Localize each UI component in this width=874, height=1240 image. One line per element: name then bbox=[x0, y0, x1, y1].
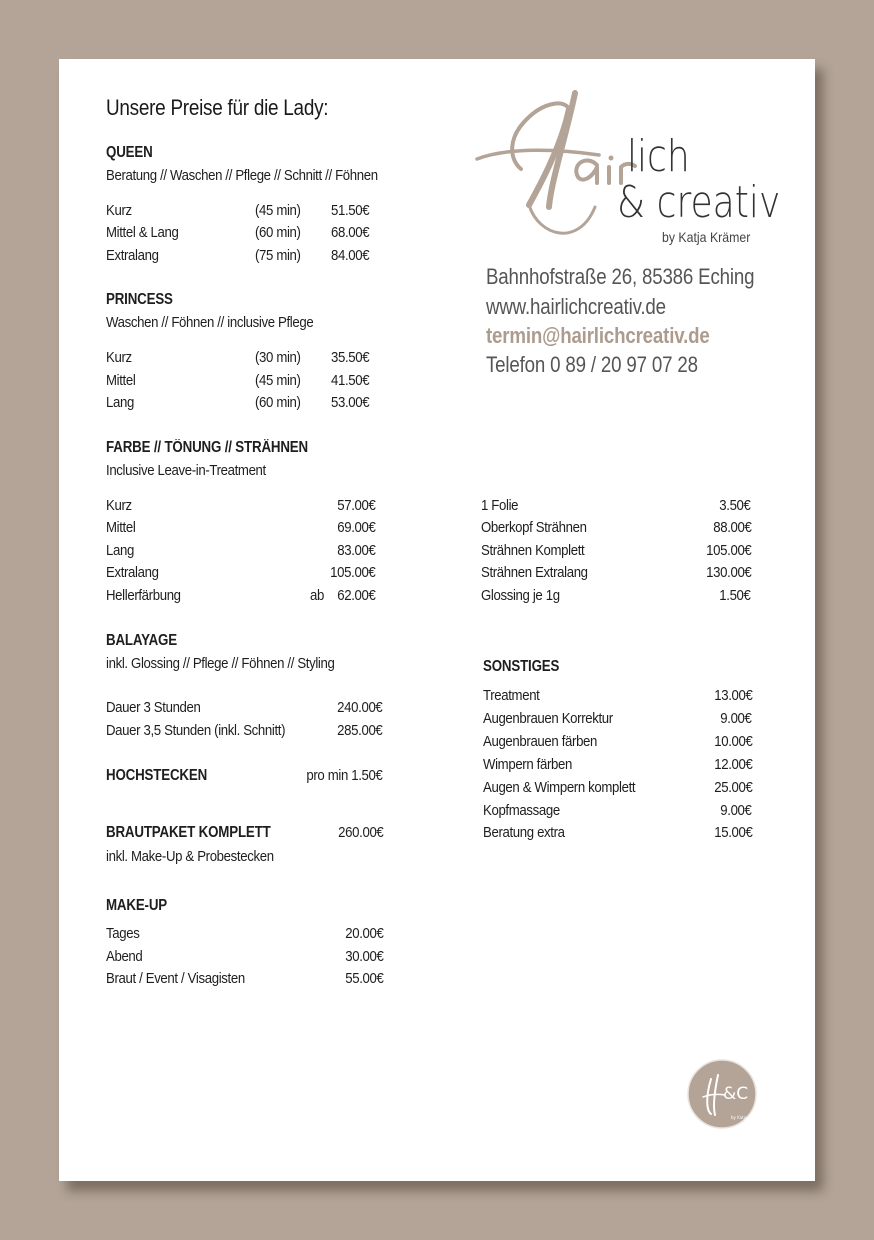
balayage-subtitle: inkl. Glossing // Pflege // Föhnen // Styling bbox=[106, 655, 335, 672]
farbe-row-price: 69.00€ bbox=[336, 519, 375, 536]
farbe-heading: FARBE // TÖNUNG // STRÄHNEN bbox=[106, 439, 308, 456]
farbe-extra-price: 3.50€ bbox=[719, 497, 751, 514]
sonstiges-row-name: Augen & Wimpern komplett bbox=[483, 779, 636, 796]
balayage-heading: BALAYAGE bbox=[106, 632, 177, 649]
farbe-row-price: 57.00€ bbox=[336, 497, 375, 514]
farbe-subtitle: Inclusive Leave-in-Treatment bbox=[106, 462, 266, 479]
sonstiges-row-name: Treatment bbox=[483, 687, 540, 704]
sonstiges-row-price: 15.00€ bbox=[713, 824, 752, 841]
sonstiges-row-name: Wimpern färben bbox=[483, 756, 572, 773]
farbe-extra-price: 88.00€ bbox=[712, 519, 751, 536]
makeup-row-price: 20.00€ bbox=[344, 925, 383, 942]
sonstiges-heading: SONSTIGES bbox=[483, 658, 560, 675]
sonstiges-row-price: 12.00€ bbox=[713, 756, 752, 773]
queen-row-name: Kurz bbox=[106, 202, 132, 219]
logo-lich-text: lich bbox=[627, 131, 690, 182]
makeup-row-name: Tages bbox=[106, 925, 140, 942]
princess-row-duration: (45 min) bbox=[255, 372, 301, 389]
queen-row-price: 68.00€ bbox=[331, 224, 370, 241]
queen-row-price: 84.00€ bbox=[331, 247, 370, 264]
sonstiges-row-name: Beratung extra bbox=[483, 824, 565, 841]
hc-badge-icon bbox=[687, 1059, 764, 1129]
farbe-extra-name: 1 Folie bbox=[481, 497, 519, 514]
farbe-row-name: Lang bbox=[106, 542, 134, 559]
princess-row-name: Lang bbox=[106, 394, 134, 411]
farbe-extra-price: 105.00€ bbox=[705, 542, 751, 559]
farbe-extra-name: Glossing je 1g bbox=[481, 587, 560, 604]
price-list-sheet bbox=[59, 59, 815, 1181]
princess-heading: PRINCESS bbox=[106, 291, 173, 308]
brautpaket-subtitle: inkl. Make-Up & Probestecken bbox=[106, 848, 274, 865]
hochstecken-price: pro min 1.50€ bbox=[306, 767, 383, 784]
princess-row-price: 35.50€ bbox=[331, 349, 370, 366]
sonstiges-row-price: 25.00€ bbox=[713, 779, 752, 796]
queen-row-duration: (45 min) bbox=[255, 202, 301, 219]
princess-row-duration: (30 min) bbox=[255, 349, 301, 366]
farbe-row-name: Extralang bbox=[106, 564, 159, 581]
princess-subtitle: Waschen // Föhnen // inclusive Pflege bbox=[106, 314, 314, 331]
sonstiges-row-price: 13.00€ bbox=[713, 687, 752, 704]
sonstiges-row-price: 9.00€ bbox=[720, 710, 752, 727]
farbe-row-price: 62.00€ bbox=[336, 587, 375, 604]
farbe-extra-price: 1.50€ bbox=[719, 587, 751, 604]
sonstiges-row-price: 9.00€ bbox=[720, 802, 752, 819]
makeup-heading: MAKE-UP bbox=[106, 897, 168, 914]
makeup-row-price: 30.00€ bbox=[344, 948, 383, 965]
svg-text:by Katja Krämer: by Katja Krämer bbox=[731, 1115, 764, 1120]
logo-creativ-text: & creativ bbox=[617, 177, 781, 228]
makeup-row-name: Abend bbox=[106, 948, 143, 965]
balayage-row-name: Dauer 3 Stunden bbox=[106, 699, 201, 716]
princess-row-name: Mittel bbox=[106, 372, 136, 389]
princess-row-name: Kurz bbox=[106, 349, 132, 366]
queen-row-price: 51.50€ bbox=[331, 202, 370, 219]
balayage-row-name: Dauer 3,5 Stunden (inkl. Schnitt) bbox=[106, 722, 286, 739]
makeup-row-name: Braut / Event / Visagisten bbox=[106, 970, 245, 987]
princess-row-price: 41.50€ bbox=[331, 372, 370, 389]
sonstiges-row-name: Kopfmassage bbox=[483, 802, 560, 819]
balayage-row-price: 285.00€ bbox=[336, 722, 382, 739]
sonstiges-row-name: Augenbrauen Korrektur bbox=[483, 710, 613, 727]
svg-text:&C: &C bbox=[723, 1084, 749, 1104]
queen-row-duration: (60 min) bbox=[255, 224, 301, 241]
farbe-extra-name: Oberkopf Strähnen bbox=[481, 519, 587, 536]
contact-phone: Telefon 0 89 / 20 97 07 28 bbox=[486, 352, 698, 377]
farbe-extra-name: Strähnen Extralang bbox=[481, 564, 588, 581]
queen-row-duration: (75 min) bbox=[255, 247, 301, 264]
princess-row-duration: (60 min) bbox=[255, 394, 301, 411]
farbe-extra-price: 130.00€ bbox=[705, 564, 751, 581]
brautpaket-heading: BRAUTPAKET KOMPLETT bbox=[106, 824, 271, 841]
queen-subtitle: Beratung // Waschen // Pflege // Schnitt // Föhnen bbox=[106, 167, 378, 184]
sonstiges-row-price: 10.00€ bbox=[713, 733, 752, 750]
contact-website[interactable]: www.hairlichcreativ.de bbox=[486, 294, 666, 319]
balayage-row-price: 240.00€ bbox=[336, 699, 382, 716]
princess-row-price: 53.00€ bbox=[331, 394, 370, 411]
contact-address: Bahnhofstraße 26, 85386 Eching bbox=[486, 264, 755, 289]
farbe-row-prefix: ab bbox=[310, 587, 324, 604]
queen-heading: QUEEN bbox=[106, 144, 153, 161]
farbe-row-name: Kurz bbox=[106, 497, 132, 514]
queen-row-name: Mittel & Lang bbox=[106, 224, 179, 241]
brautpaket-price: 260.00€ bbox=[337, 824, 383, 841]
queen-row-name: Extralang bbox=[106, 247, 159, 264]
farbe-row-price: 105.00€ bbox=[329, 564, 375, 581]
logo-byline: by Katja Krämer bbox=[662, 229, 751, 245]
farbe-row-name: Hellerfärbung bbox=[106, 587, 181, 604]
sonstiges-row-name: Augenbrauen färben bbox=[483, 733, 598, 750]
farbe-extra-name: Strähnen Komplett bbox=[481, 542, 585, 559]
farbe-row-price: 83.00€ bbox=[336, 542, 375, 559]
makeup-row-price: 55.00€ bbox=[344, 970, 383, 987]
contact-email[interactable]: termin@hairlichcreativ.de bbox=[486, 323, 710, 348]
page-title: Unsere Preise für die Lady: bbox=[106, 95, 329, 120]
farbe-row-name: Mittel bbox=[106, 519, 136, 536]
hochstecken-heading: HOCHSTECKEN bbox=[106, 767, 208, 784]
